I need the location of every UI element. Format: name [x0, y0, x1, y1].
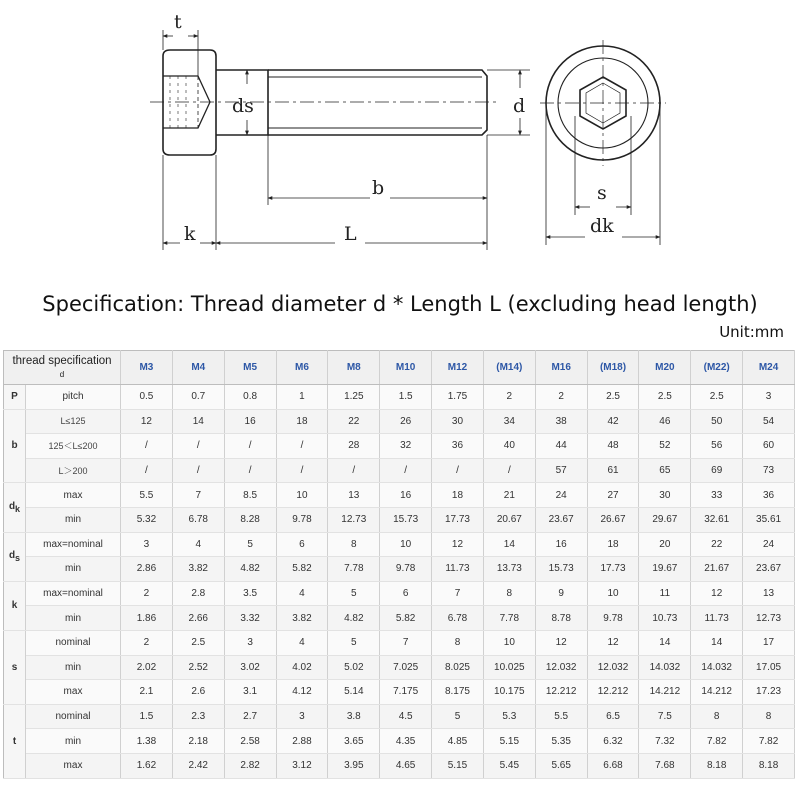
- table-cell: /: [380, 458, 432, 483]
- label-dk: dk: [590, 215, 614, 237]
- table-cell: 13: [328, 483, 380, 508]
- header-size: M5: [224, 351, 276, 385]
- table-cell: /: [432, 458, 484, 483]
- table-cell: 8.175: [432, 680, 484, 705]
- table-cell: 35.61: [743, 507, 795, 532]
- table-cell: 7.82: [691, 729, 743, 754]
- dimension-lines: [163, 30, 530, 250]
- table-cell: 4.82: [328, 606, 380, 631]
- table-cell: 0.7: [172, 385, 224, 410]
- label-s: s: [597, 182, 607, 204]
- param-condition: nominal: [26, 630, 121, 655]
- table-cell: 13.73: [483, 557, 535, 582]
- table-cell: 2.66: [172, 606, 224, 631]
- table-cell: 8: [328, 532, 380, 557]
- table-cell: 4: [276, 630, 328, 655]
- table-cell: 5: [224, 532, 276, 557]
- table-cell: 23.67: [743, 557, 795, 582]
- table-cell: 7.82: [743, 729, 795, 754]
- table-cell: 21.67: [691, 557, 743, 582]
- table-cell: /: [276, 458, 328, 483]
- table-cell: 12.212: [587, 680, 639, 705]
- table-cell: 9: [535, 581, 587, 606]
- table-cell: 73: [743, 458, 795, 483]
- table-cell: 14: [483, 532, 535, 557]
- table-cell: 18: [276, 409, 328, 434]
- unit-label: Unit:mm: [719, 323, 784, 341]
- table-cell: 20.67: [483, 507, 535, 532]
- table-cell: 50: [691, 409, 743, 434]
- param-condition: min: [26, 507, 121, 532]
- table-cell: 5.5: [121, 483, 173, 508]
- table-cell: 17.23: [743, 680, 795, 705]
- table-cell: 6: [380, 581, 432, 606]
- table-cell: 14: [691, 630, 743, 655]
- table-cell: 23.67: [535, 507, 587, 532]
- table-cell: 7.025: [380, 655, 432, 680]
- table-cell: 7.68: [639, 753, 691, 778]
- table-cell: 32.61: [691, 507, 743, 532]
- table-cell: /: [328, 458, 380, 483]
- table-cell: 3.02: [224, 655, 276, 680]
- param-condition: min: [26, 729, 121, 754]
- table-cell: /: [172, 458, 224, 483]
- header-size: M4: [172, 351, 224, 385]
- table-cell: 1.86: [121, 606, 173, 631]
- table-cell: 2.82: [224, 753, 276, 778]
- table-cell: 61: [587, 458, 639, 483]
- table-cell: /: [121, 434, 173, 459]
- table-cell: 4.35: [380, 729, 432, 754]
- table-cell: 2: [483, 385, 535, 410]
- table-cell: 12.032: [587, 655, 639, 680]
- table-cell: 2.7: [224, 704, 276, 729]
- table-cell: 6.68: [587, 753, 639, 778]
- table-cell: 8.78: [535, 606, 587, 631]
- table-cell: 2.86: [121, 557, 173, 582]
- table-cell: 7.32: [639, 729, 691, 754]
- table-cell: 4.02: [276, 655, 328, 680]
- table-cell: 14.032: [639, 655, 691, 680]
- table-cell: 12: [121, 409, 173, 434]
- table-cell: 7: [172, 483, 224, 508]
- spec-table-header: [4, 351, 795, 385]
- param-condition: max: [26, 483, 121, 508]
- table-cell: 3.95: [328, 753, 380, 778]
- label-ds: ds: [232, 95, 254, 117]
- table-cell: 10.175: [483, 680, 535, 705]
- table-cell: 20: [639, 532, 691, 557]
- table-cell: 2.3: [172, 704, 224, 729]
- table-cell: 29.67: [639, 507, 691, 532]
- table-cell: 14.032: [691, 655, 743, 680]
- table-row: [4, 483, 795, 508]
- header-size: M16: [535, 351, 587, 385]
- table-cell: 5.3: [483, 704, 535, 729]
- table-cell: 12.212: [535, 680, 587, 705]
- table-cell: 5: [432, 704, 484, 729]
- table-cell: 4.85: [432, 729, 484, 754]
- table-cell: 2.8: [172, 581, 224, 606]
- table-cell: 16: [380, 483, 432, 508]
- table-cell: 3.5: [224, 581, 276, 606]
- table-cell: 14.212: [639, 680, 691, 705]
- table-cell: 2.18: [172, 729, 224, 754]
- table-cell: 13: [743, 581, 795, 606]
- table-cell: 9.78: [380, 557, 432, 582]
- table-cell: 12: [691, 581, 743, 606]
- table-cell: 3.82: [172, 557, 224, 582]
- table-cell: 5.15: [483, 729, 535, 754]
- param-condition: min: [26, 557, 121, 582]
- table-cell: /: [224, 458, 276, 483]
- table-row: [4, 630, 795, 655]
- table-row: [4, 729, 795, 754]
- table-cell: 2: [121, 581, 173, 606]
- table-cell: 28: [328, 434, 380, 459]
- table-cell: 4.82: [224, 557, 276, 582]
- table-cell: 1.62: [121, 753, 173, 778]
- table-cell: /: [483, 458, 535, 483]
- table-cell: 12: [587, 630, 639, 655]
- table-cell: 15.73: [380, 507, 432, 532]
- table-cell: 10: [380, 532, 432, 557]
- spec-caption: Specification: Thread diameter d * Length L (excluding head length): [42, 292, 758, 316]
- table-cell: 11.73: [691, 606, 743, 631]
- table-cell: 12.73: [743, 606, 795, 631]
- table-cell: 18: [432, 483, 484, 508]
- table-cell: 60: [743, 434, 795, 459]
- table-cell: 8: [483, 581, 535, 606]
- param-symbol: $d_k$: [4, 483, 26, 532]
- table-cell: 40: [483, 434, 535, 459]
- table-cell: 12: [535, 630, 587, 655]
- table-row: [4, 581, 795, 606]
- table-row: [4, 434, 795, 459]
- table-cell: 7.5: [639, 704, 691, 729]
- table-cell: 8.18: [691, 753, 743, 778]
- table-cell: 3.1: [224, 680, 276, 705]
- table-cell: 3: [121, 532, 173, 557]
- table-cell: 3.8: [328, 704, 380, 729]
- screw-end-view: [540, 40, 666, 166]
- table-cell: 4.5: [380, 704, 432, 729]
- param-symbol: k: [4, 581, 26, 630]
- table-cell: 33: [691, 483, 743, 508]
- table-cell: 48: [587, 434, 639, 459]
- table-cell: 4.12: [276, 680, 328, 705]
- table-row: [4, 655, 795, 680]
- table-cell: 44: [535, 434, 587, 459]
- table-cell: 18: [587, 532, 639, 557]
- table-cell: 8.28: [224, 507, 276, 532]
- table-cell: 2.5: [639, 385, 691, 410]
- screw-technical-drawing: [0, 0, 800, 280]
- table-cell: 17: [743, 630, 795, 655]
- table-cell: 5.65: [535, 753, 587, 778]
- header-size: (M14): [483, 351, 535, 385]
- table-cell: 17.73: [432, 507, 484, 532]
- table-cell: 7.175: [380, 680, 432, 705]
- table-cell: 16: [535, 532, 587, 557]
- table-cell: 8.5: [224, 483, 276, 508]
- table-cell: 69: [691, 458, 743, 483]
- param-condition: max=nominal: [26, 581, 121, 606]
- table-cell: 12: [432, 532, 484, 557]
- table-cell: 5.82: [276, 557, 328, 582]
- table-cell: 14.212: [691, 680, 743, 705]
- header-size: M12: [432, 351, 484, 385]
- table-row: [4, 704, 795, 729]
- table-cell: 54: [743, 409, 795, 434]
- table-cell: 6.78: [172, 507, 224, 532]
- param-condition: 125＜L≤200: [26, 434, 121, 459]
- label-d: d: [513, 95, 526, 117]
- header-size: (M22): [691, 351, 743, 385]
- table-cell: 4.65: [380, 753, 432, 778]
- table-cell: 36: [743, 483, 795, 508]
- header-size: M8: [328, 351, 380, 385]
- table-cell: 3.65: [328, 729, 380, 754]
- label-t: t: [174, 11, 182, 33]
- header-size: (M18): [587, 351, 639, 385]
- param-condition: min: [26, 655, 121, 680]
- table-cell: 4: [276, 581, 328, 606]
- table-cell: 11.73: [432, 557, 484, 582]
- param-symbol: s: [4, 630, 26, 704]
- table-cell: 2.42: [172, 753, 224, 778]
- param-condition: L≤125: [26, 409, 121, 434]
- table-cell: 32: [380, 434, 432, 459]
- table-cell: 56: [691, 434, 743, 459]
- screw-side-view: [150, 50, 500, 155]
- table-cell: 6: [276, 532, 328, 557]
- table-cell: 1.5: [380, 385, 432, 410]
- table-cell: 3: [743, 385, 795, 410]
- table-cell: 3: [276, 704, 328, 729]
- table-cell: 1.5: [121, 704, 173, 729]
- param-symbol: $d_s$: [4, 532, 26, 581]
- table-cell: 1.38: [121, 729, 173, 754]
- table-cell: /: [224, 434, 276, 459]
- table-cell: 24: [535, 483, 587, 508]
- table-cell: 9.78: [276, 507, 328, 532]
- table-cell: 57: [535, 458, 587, 483]
- label-b: b: [372, 177, 385, 199]
- table-cell: 2.02: [121, 655, 173, 680]
- table-cell: 2: [121, 630, 173, 655]
- table-cell: 24: [743, 532, 795, 557]
- table-cell: 22: [691, 532, 743, 557]
- table-cell: 12.73: [328, 507, 380, 532]
- table-cell: 5.32: [121, 507, 173, 532]
- param-symbol: P: [4, 385, 26, 410]
- table-row: [4, 606, 795, 631]
- param-condition: max=nominal: [26, 532, 121, 557]
- table-cell: 1.75: [432, 385, 484, 410]
- header-size: M6: [276, 351, 328, 385]
- table-cell: 17.73: [587, 557, 639, 582]
- table-cell: 8.18: [743, 753, 795, 778]
- table-cell: 2: [535, 385, 587, 410]
- table-cell: 46: [639, 409, 691, 434]
- table-cell: 8: [691, 704, 743, 729]
- param-symbol: b: [4, 409, 26, 483]
- table-cell: 6.32: [587, 729, 639, 754]
- table-cell: 2.58: [224, 729, 276, 754]
- header-size: M20: [639, 351, 691, 385]
- table-cell: 42: [587, 409, 639, 434]
- table-cell: 6.78: [432, 606, 484, 631]
- table-cell: 19.67: [639, 557, 691, 582]
- label-k: k: [184, 223, 196, 245]
- table-cell: 4: [172, 532, 224, 557]
- table-cell: 0.8: [224, 385, 276, 410]
- table-cell: 5.35: [535, 729, 587, 754]
- table-cell: 21: [483, 483, 535, 508]
- table-cell: 14: [172, 409, 224, 434]
- table-cell: 6.5: [587, 704, 639, 729]
- header-size: M24: [743, 351, 795, 385]
- table-cell: 2.1: [121, 680, 173, 705]
- param-condition: L＞200: [26, 458, 121, 483]
- table-cell: 7: [380, 630, 432, 655]
- table-cell: 65: [639, 458, 691, 483]
- table-cell: 3: [224, 630, 276, 655]
- table-cell: 11: [639, 581, 691, 606]
- table-cell: 30: [432, 409, 484, 434]
- table-cell: 7: [432, 581, 484, 606]
- table-cell: /: [276, 434, 328, 459]
- table-cell: 52: [639, 434, 691, 459]
- table-cell: 2.5: [172, 630, 224, 655]
- table-cell: 5.82: [380, 606, 432, 631]
- table-cell: 10: [483, 630, 535, 655]
- param-condition: pitch: [26, 385, 121, 410]
- table-cell: /: [121, 458, 173, 483]
- table-cell: 2.52: [172, 655, 224, 680]
- header-size: M10: [380, 351, 432, 385]
- spec-table: [3, 350, 795, 779]
- table-row: [4, 409, 795, 434]
- table-cell: 10: [276, 483, 328, 508]
- table-row: [4, 680, 795, 705]
- table-cell: 8: [743, 704, 795, 729]
- table-cell: 16: [224, 409, 276, 434]
- table-cell: 12.032: [535, 655, 587, 680]
- table-cell: 5: [328, 581, 380, 606]
- table-cell: 15.73: [535, 557, 587, 582]
- table-cell: 26: [380, 409, 432, 434]
- table-cell: 1.25: [328, 385, 380, 410]
- table-cell: 30: [639, 483, 691, 508]
- table-cell: 10: [587, 581, 639, 606]
- table-cell: 2.5: [587, 385, 639, 410]
- param-symbol: t: [4, 704, 26, 778]
- table-cell: 38: [535, 409, 587, 434]
- header-thread-spec: thread specification d: [4, 351, 121, 385]
- table-cell: 14: [639, 630, 691, 655]
- table-cell: 5.14: [328, 680, 380, 705]
- param-condition: max: [26, 753, 121, 778]
- table-cell: 22: [328, 409, 380, 434]
- table-cell: 10.025: [483, 655, 535, 680]
- param-condition: max: [26, 680, 121, 705]
- table-cell: 26.67: [587, 507, 639, 532]
- table-cell: 27: [587, 483, 639, 508]
- table-cell: 36: [432, 434, 484, 459]
- table-cell: 5.02: [328, 655, 380, 680]
- table-cell: 9.78: [587, 606, 639, 631]
- table-cell: 7.78: [483, 606, 535, 631]
- table-cell: 8.025: [432, 655, 484, 680]
- param-condition: nominal: [26, 704, 121, 729]
- header-size: M3: [121, 351, 173, 385]
- label-L: L: [344, 223, 357, 245]
- table-row: [4, 458, 795, 483]
- table-row: [4, 507, 795, 532]
- table-cell: 5.45: [483, 753, 535, 778]
- table-row: [4, 753, 795, 778]
- table-cell: 5: [328, 630, 380, 655]
- table-row: [4, 532, 795, 557]
- table-cell: 8: [432, 630, 484, 655]
- table-cell: 0.5: [121, 385, 173, 410]
- table-cell: 2.88: [276, 729, 328, 754]
- table-cell: /: [172, 434, 224, 459]
- table-cell: 3.82: [276, 606, 328, 631]
- table-cell: 10.73: [639, 606, 691, 631]
- table-row: [4, 557, 795, 582]
- table-cell: 2.6: [172, 680, 224, 705]
- table-cell: 5.15: [432, 753, 484, 778]
- table-cell: 3.12: [276, 753, 328, 778]
- table-cell: 3.32: [224, 606, 276, 631]
- table-cell: 2.5: [691, 385, 743, 410]
- table-cell: 1: [276, 385, 328, 410]
- table-cell: 5.5: [535, 704, 587, 729]
- table-cell: 17.05: [743, 655, 795, 680]
- param-condition: min: [26, 606, 121, 631]
- table-row: [4, 385, 795, 410]
- table-cell: 34: [483, 409, 535, 434]
- table-cell: 7.78: [328, 557, 380, 582]
